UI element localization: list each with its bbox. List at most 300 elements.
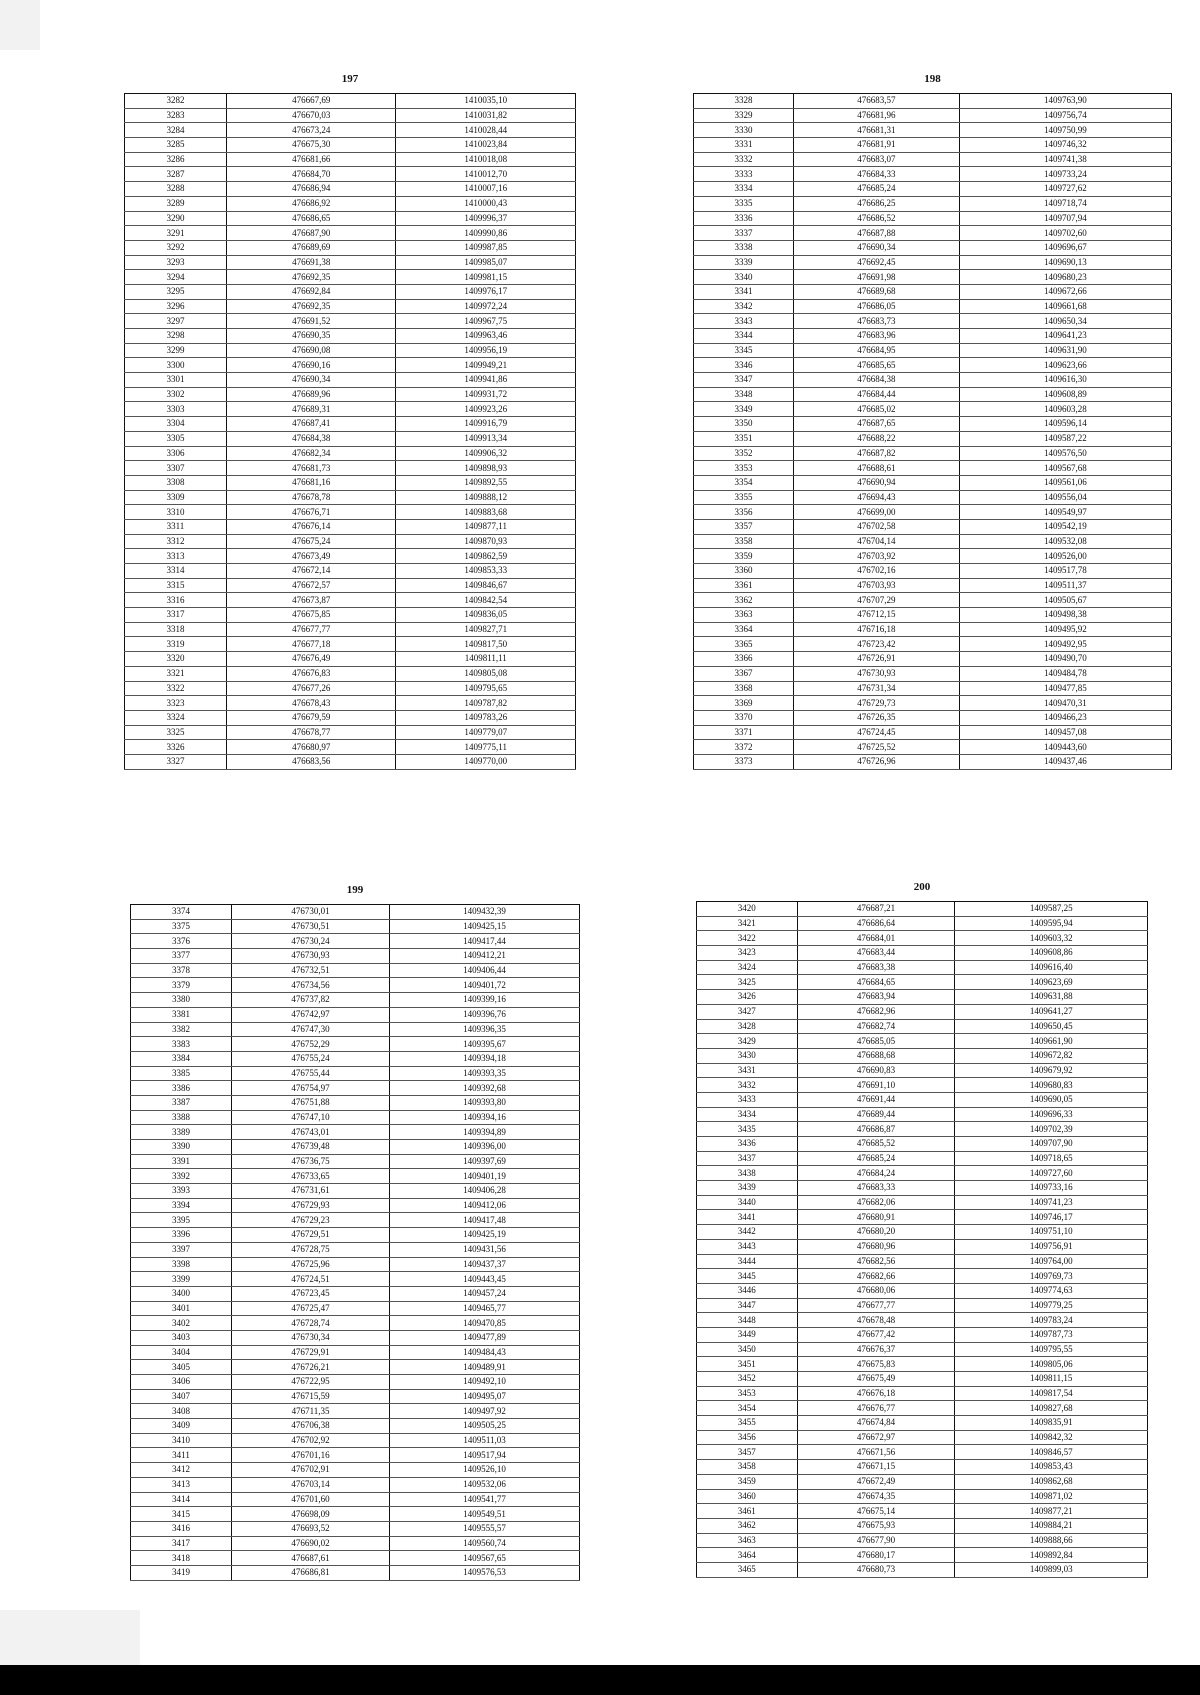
y-coordinate-cell: 1409696,33 [955,1107,1148,1122]
x-coordinate-cell: 476712,15 [793,608,959,623]
point-number-cell: 3342 [694,299,794,314]
y-coordinate-cell: 1409394,16 [390,1110,580,1125]
point-number-cell: 3402 [131,1316,232,1331]
x-coordinate-cell: 476724,51 [232,1272,390,1287]
y-coordinate-cell: 1409650,34 [959,314,1171,329]
x-coordinate-cell: 476675,93 [797,1518,955,1533]
y-coordinate-cell: 1409835,91 [955,1416,1148,1431]
y-coordinate-cell: 1409457,24 [390,1286,580,1301]
table-row [131,1081,580,1096]
x-coordinate-cell: 476684,70 [226,167,396,182]
y-coordinate-cell: 1409963,46 [396,329,576,344]
table-body [694,94,1172,770]
x-coordinate-cell: 476684,38 [226,431,396,446]
table-row [697,1460,1148,1475]
x-coordinate-cell: 476676,37 [797,1342,955,1357]
point-number-cell: 3375 [131,919,232,934]
table-row [131,1022,580,1037]
table-row [131,1330,580,1345]
table-row [697,1269,1148,1284]
point-number-cell: 3312 [125,534,227,549]
x-coordinate-cell: 476731,61 [232,1184,390,1199]
table-row [694,387,1172,402]
table-row [697,1357,1148,1372]
x-coordinate-cell: 476680,17 [797,1548,955,1563]
y-coordinate-cell: 1409733,16 [955,1181,1148,1196]
y-coordinate-cell: 1409399,16 [390,993,580,1008]
x-coordinate-cell: 476702,91 [232,1463,390,1478]
point-number-cell: 3380 [131,993,232,1008]
x-coordinate-cell: 476691,10 [797,1078,955,1093]
x-coordinate-cell: 476677,42 [797,1327,955,1342]
point-number-cell: 3425 [697,975,798,990]
x-coordinate-cell: 476678,78 [226,490,396,505]
table-row [697,1313,1148,1328]
table-row [131,1448,580,1463]
point-number-cell: 3301 [125,373,227,388]
y-coordinate-cell: 1409395,67 [390,1037,580,1052]
point-number-cell: 3374 [131,905,232,920]
y-coordinate-cell: 1409690,05 [955,1092,1148,1107]
point-number-cell: 3310 [125,505,227,520]
point-number-cell: 3437 [697,1151,798,1166]
point-number-cell: 3307 [125,461,227,476]
point-number-cell: 3314 [125,564,227,579]
y-coordinate-cell: 1409827,71 [396,622,576,637]
x-coordinate-cell: 476728,75 [232,1242,390,1257]
table-row [125,637,576,652]
point-number-cell: 3367 [694,666,794,681]
y-coordinate-cell: 1409899,03 [955,1562,1148,1577]
y-coordinate-cell: 1409497,92 [390,1404,580,1419]
x-coordinate-cell: 476688,22 [793,431,959,446]
y-coordinate-cell: 1409746,17 [955,1210,1148,1225]
y-coordinate-cell: 1409884,21 [955,1518,1148,1533]
y-coordinate-cell: 1410031,82 [396,108,576,123]
y-coordinate-cell: 1409827,68 [955,1401,1148,1416]
x-coordinate-cell: 476686,65 [226,211,396,226]
table-row [694,167,1172,182]
y-coordinate-cell: 1409616,30 [959,373,1171,388]
table-row [131,1007,580,1022]
x-coordinate-cell: 476691,38 [226,255,396,270]
point-number-cell: 3294 [125,270,227,285]
point-number-cell: 3386 [131,1081,232,1096]
point-number-cell: 3446 [697,1283,798,1298]
y-coordinate-cell: 1410028,44 [396,123,576,138]
x-coordinate-cell: 476687,21 [797,902,955,917]
table-row [131,1140,580,1155]
x-coordinate-cell: 476689,68 [793,284,959,299]
x-coordinate-cell: 476733,65 [232,1169,390,1184]
table-row [131,1389,580,1404]
point-number-cell: 3445 [697,1269,798,1284]
y-coordinate-cell: 1409595,94 [955,916,1148,931]
point-number-cell: 3382 [131,1022,232,1037]
y-coordinate-cell: 1409981,15 [396,270,576,285]
table-row [697,946,1148,961]
x-coordinate-cell: 476684,95 [793,343,959,358]
y-coordinate-cell: 1409392,68 [390,1081,580,1096]
x-coordinate-cell: 476754,97 [232,1081,390,1096]
y-coordinate-cell: 1409498,38 [959,608,1171,623]
y-coordinate-cell: 1409783,26 [396,710,576,725]
y-coordinate-cell: 1409987,85 [396,240,576,255]
x-coordinate-cell: 476672,97 [797,1430,955,1445]
x-coordinate-cell: 476692,84 [226,284,396,299]
coordinates-table [124,93,576,770]
point-number-cell: 3298 [125,329,227,344]
x-coordinate-cell: 476752,29 [232,1037,390,1052]
y-coordinate-cell: 1409913,34 [396,431,576,446]
y-coordinate-cell: 1409532,06 [390,1477,580,1492]
x-coordinate-cell: 476683,96 [793,329,959,344]
point-number-cell: 3381 [131,1007,232,1022]
point-number-cell: 3366 [694,652,794,667]
table-row [694,652,1172,667]
y-coordinate-cell: 1409949,21 [396,358,576,373]
x-coordinate-cell: 476685,52 [797,1137,955,1152]
table-row [694,329,1172,344]
point-number-cell: 3323 [125,696,227,711]
table-row [125,608,576,623]
point-number-cell: 3288 [125,182,227,197]
y-coordinate-cell: 1409941,86 [396,373,576,388]
x-coordinate-cell: 476722,95 [232,1375,390,1390]
y-coordinate-cell: 1409888,66 [955,1533,1148,1548]
table-row [694,240,1172,255]
point-number-cell: 3379 [131,978,232,993]
y-coordinate-cell: 1409396,76 [390,1007,580,1022]
x-coordinate-cell: 476673,49 [226,549,396,564]
x-coordinate-cell: 476681,66 [226,152,396,167]
point-number-cell: 3418 [131,1551,232,1566]
y-coordinate-cell: 1409764,00 [955,1254,1148,1269]
x-coordinate-cell: 476676,83 [226,666,396,681]
x-coordinate-cell: 476726,35 [793,710,959,725]
x-coordinate-cell: 476667,69 [226,94,396,109]
y-coordinate-cell: 1409846,67 [396,578,576,593]
table-row [125,519,576,534]
y-coordinate-cell: 1409702,39 [955,1122,1148,1137]
x-coordinate-cell: 476702,16 [793,564,959,579]
y-coordinate-cell: 1409985,07 [396,255,576,270]
point-number-cell: 3426 [697,990,798,1005]
point-number-cell: 3447 [697,1298,798,1313]
point-number-cell: 3410 [131,1433,232,1448]
x-coordinate-cell: 476751,88 [232,1095,390,1110]
x-coordinate-cell: 476742,97 [232,1007,390,1022]
x-coordinate-cell: 476689,96 [226,387,396,402]
y-coordinate-cell: 1409526,10 [390,1463,580,1478]
point-number-cell: 3306 [125,446,227,461]
point-number-cell: 3330 [694,123,794,138]
x-coordinate-cell: 476732,51 [232,963,390,978]
point-number-cell: 3286 [125,152,227,167]
point-number-cell: 3405 [131,1360,232,1375]
table-row [125,387,576,402]
y-coordinate-cell: 1409412,21 [390,949,580,964]
table-row [131,905,580,920]
table-row [125,578,576,593]
x-coordinate-cell: 476736,75 [232,1154,390,1169]
y-coordinate-cell: 1409972,24 [396,299,576,314]
table-row [694,549,1172,564]
x-coordinate-cell: 476689,44 [797,1107,955,1122]
point-number-cell: 3311 [125,519,227,534]
point-number-cell: 3308 [125,475,227,490]
point-number-cell: 3361 [694,578,794,593]
point-number-cell: 3400 [131,1286,232,1301]
y-coordinate-cell: 1409805,08 [396,666,576,681]
table-row [694,358,1172,373]
x-coordinate-cell: 476688,68 [797,1048,955,1063]
y-coordinate-cell: 1409457,08 [959,725,1171,740]
table-row [694,138,1172,153]
point-number-cell: 3345 [694,343,794,358]
table-row [125,196,576,211]
table-body [697,902,1148,1578]
coordinates-table [696,901,1148,1578]
point-number-cell: 3388 [131,1110,232,1125]
table-row [131,1228,580,1243]
y-coordinate-cell: 1409631,88 [955,990,1148,1005]
table-row [694,578,1172,593]
y-coordinate-cell: 1409641,27 [955,1004,1148,1019]
y-coordinate-cell: 1409877,11 [396,519,576,534]
table-row [125,564,576,579]
scan-edge-top-left [0,0,40,50]
y-coordinate-cell: 1409661,90 [955,1034,1148,1049]
table-row [694,725,1172,740]
y-coordinate-cell: 1409661,68 [959,299,1171,314]
x-coordinate-cell: 476685,24 [797,1151,955,1166]
x-coordinate-cell: 476694,43 [793,490,959,505]
table-row [125,475,576,490]
y-coordinate-cell: 1409805,06 [955,1357,1148,1372]
point-number-cell: 3457 [697,1445,798,1460]
point-number-cell: 3383 [131,1037,232,1052]
y-coordinate-cell: 1409787,82 [396,696,576,711]
point-number-cell: 3305 [125,431,227,446]
y-coordinate-cell: 1410023,84 [396,138,576,153]
point-number-cell: 3455 [697,1416,798,1431]
table-row [125,138,576,153]
point-number-cell: 3371 [694,725,794,740]
page-number: 197 [341,73,359,85]
table-row [125,284,576,299]
y-coordinate-cell: 1409871,02 [955,1489,1148,1504]
table-row [125,255,576,270]
point-number-cell: 3407 [131,1389,232,1404]
point-number-cell: 3356 [694,505,794,520]
table-row [694,123,1172,138]
table-row [697,1122,1148,1137]
y-coordinate-cell: 1409811,11 [396,652,576,667]
x-coordinate-cell: 476686,05 [793,299,959,314]
y-coordinate-cell: 1409425,19 [390,1228,580,1243]
table-row [694,490,1172,505]
x-coordinate-cell: 476682,74 [797,1019,955,1034]
table-row [125,696,576,711]
x-coordinate-cell: 476675,83 [797,1357,955,1372]
x-coordinate-cell: 476755,44 [232,1066,390,1081]
table-row [131,1536,580,1551]
x-coordinate-cell: 476680,20 [797,1225,955,1240]
table-row [125,534,576,549]
table-row [694,196,1172,211]
point-number-cell: 3319 [125,637,227,652]
y-coordinate-cell: 1409560,74 [390,1536,580,1551]
table-row [694,255,1172,270]
x-coordinate-cell: 476729,73 [793,696,959,711]
point-number-cell: 3335 [694,196,794,211]
table-row [694,519,1172,534]
x-coordinate-cell: 476684,44 [793,387,959,402]
x-coordinate-cell: 476706,38 [232,1419,390,1434]
table-row [125,108,576,123]
x-coordinate-cell: 476680,96 [797,1239,955,1254]
point-number-cell: 3331 [694,138,794,153]
table-row [697,1034,1148,1049]
point-number-cell: 3349 [694,402,794,417]
x-coordinate-cell: 476689,69 [226,240,396,255]
y-coordinate-cell: 1409437,46 [959,754,1171,769]
y-coordinate-cell: 1409641,23 [959,329,1171,344]
y-coordinate-cell: 1409976,17 [396,284,576,299]
table-row [694,564,1172,579]
table-row [125,652,576,667]
point-number-cell: 3324 [125,710,227,725]
point-number-cell: 3341 [694,284,794,299]
y-coordinate-cell: 1409443,45 [390,1272,580,1287]
y-coordinate-cell: 1409394,18 [390,1051,580,1066]
x-coordinate-cell: 476715,59 [232,1389,390,1404]
point-number-cell: 3296 [125,299,227,314]
point-number-cell: 3355 [694,490,794,505]
y-coordinate-cell: 1409727,60 [955,1166,1148,1181]
y-coordinate-cell: 1409774,63 [955,1283,1148,1298]
y-coordinate-cell: 1409432,39 [390,905,580,920]
point-number-cell: 3389 [131,1125,232,1140]
table-row [125,152,576,167]
y-coordinate-cell: 1409623,69 [955,975,1148,990]
table-row [694,461,1172,476]
y-coordinate-cell: 1409567,65 [390,1551,580,1566]
table-row [125,505,576,520]
table-row [697,1019,1148,1034]
y-coordinate-cell: 1409561,06 [959,475,1171,490]
y-coordinate-cell: 1410007,16 [396,182,576,197]
x-coordinate-cell: 476692,35 [226,299,396,314]
point-number-cell: 3423 [697,946,798,961]
table-row [125,211,576,226]
x-coordinate-cell: 476725,96 [232,1257,390,1272]
point-number-cell: 3462 [697,1518,798,1533]
x-coordinate-cell: 476683,56 [226,754,396,769]
point-number-cell: 3369 [694,696,794,711]
table-row [131,1565,580,1580]
x-coordinate-cell: 476676,77 [797,1401,955,1416]
point-number-cell: 3432 [697,1078,798,1093]
x-coordinate-cell: 476703,92 [793,549,959,564]
x-coordinate-cell: 476680,91 [797,1210,955,1225]
y-coordinate-cell: 1409470,31 [959,696,1171,711]
table-row [125,740,576,755]
y-coordinate-cell: 1409783,24 [955,1313,1148,1328]
x-coordinate-cell: 476701,16 [232,1448,390,1463]
x-coordinate-cell: 476729,23 [232,1213,390,1228]
y-coordinate-cell: 1409967,75 [396,314,576,329]
y-coordinate-cell: 1409603,32 [955,931,1148,946]
y-coordinate-cell: 1409465,77 [390,1301,580,1316]
x-coordinate-cell: 476676,49 [226,652,396,667]
y-coordinate-cell: 1409990,86 [396,226,576,241]
point-number-cell: 3398 [131,1257,232,1272]
y-coordinate-cell: 1409437,37 [390,1257,580,1272]
y-coordinate-cell: 1409576,53 [390,1565,580,1580]
y-coordinate-cell: 1409492,95 [959,637,1171,652]
point-number-cell: 3284 [125,123,227,138]
table-row [694,696,1172,711]
y-coordinate-cell: 1409406,28 [390,1184,580,1199]
x-coordinate-cell: 476734,56 [232,978,390,993]
point-number-cell: 3313 [125,549,227,564]
y-coordinate-cell: 1409542,19 [959,519,1171,534]
x-coordinate-cell: 476704,14 [793,534,959,549]
table-row [697,990,1148,1005]
point-number-cell: 3358 [694,534,794,549]
point-number-cell: 3433 [697,1092,798,1107]
table-row [697,1562,1148,1577]
y-coordinate-cell: 1409898,93 [396,461,576,476]
table-row [131,1345,580,1360]
x-coordinate-cell: 476686,81 [232,1565,390,1580]
x-coordinate-cell: 476747,10 [232,1110,390,1125]
x-coordinate-cell: 476673,24 [226,123,396,138]
table-row [694,299,1172,314]
table-row [131,1375,580,1390]
y-coordinate-cell: 1409795,55 [955,1342,1148,1357]
point-number-cell: 3399 [131,1272,232,1287]
point-number-cell: 3365 [694,637,794,652]
point-number-cell: 3456 [697,1430,798,1445]
table-row [131,1477,580,1492]
table-row [131,1110,580,1125]
x-coordinate-cell: 476693,52 [232,1521,390,1536]
table-row [131,1507,580,1522]
x-coordinate-cell: 476690,34 [793,240,959,255]
x-coordinate-cell: 476671,56 [797,1445,955,1460]
point-number-cell: 3300 [125,358,227,373]
y-coordinate-cell: 1409853,33 [396,564,576,579]
table-row [131,1286,580,1301]
point-number-cell: 3464 [697,1548,798,1563]
y-coordinate-cell: 1409888,12 [396,490,576,505]
point-number-cell: 3295 [125,284,227,299]
point-number-cell: 3434 [697,1107,798,1122]
point-number-cell: 3338 [694,240,794,255]
point-number-cell: 3416 [131,1521,232,1536]
point-number-cell: 3285 [125,138,227,153]
table-row [131,1169,580,1184]
point-number-cell: 3363 [694,608,794,623]
y-coordinate-cell: 1409769,73 [955,1269,1148,1284]
point-number-cell: 3440 [697,1195,798,1210]
y-coordinate-cell: 1409477,85 [959,681,1171,696]
x-coordinate-cell: 476689,31 [226,402,396,417]
x-coordinate-cell: 476685,65 [793,358,959,373]
